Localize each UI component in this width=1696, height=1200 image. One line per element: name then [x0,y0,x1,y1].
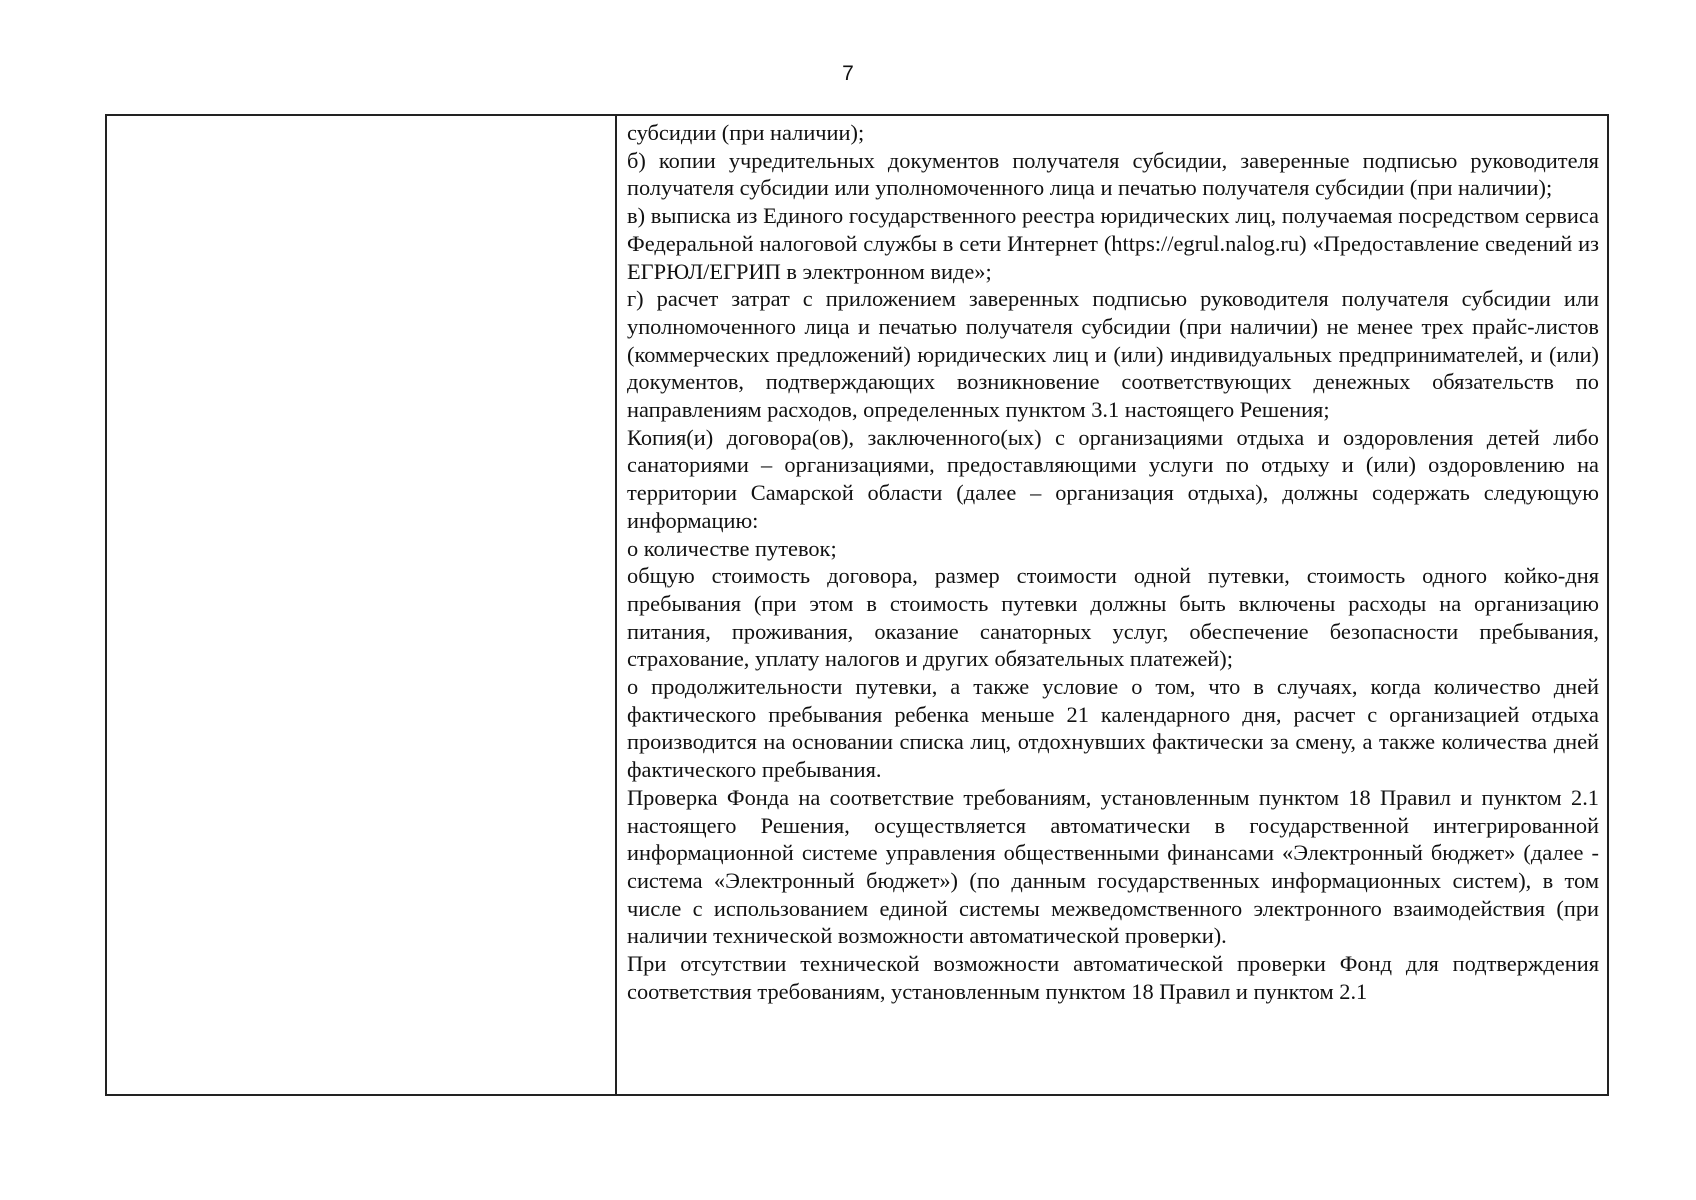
paragraph-contract-cost: общую стоимость договора, размер стоимости одной путевки, стоимость одного койко-дня пребывания (при этом в стоимость путевки должны быть включены расходы на организацию питания, проживания, оказание санаторных услуг, обеспечение безопасности пребывания, страхование, уплату налогов и других обязательных платежей); [627,563,1599,672]
paragraph-voucher-duration: о продолжительности путевки, а также условие о том, что в случаях, когда количество дней фактического пребывания ребенка меньше 21 календарного дня, расчет с организацией отдыха производится на основании списка лиц, отдохнувших фактически за смену, а также количества дней фактического пребывания. [627,674,1599,783]
paragraph-voucher-count: о количестве путевок; [627,535,837,561]
paragraph-item-g: г) расчет затрат с приложением заверенных подписью руководителя получателя субсидии или уполномоченного лица и печатью получателя субсидии (при наличии) не менее трех прайс-листов (коммерческих предложений) юридических лиц и (или) индивидуальных предпринимателей, и (или) документов, подтверждающих возникновение соответствующих денежных обязательств по направлениям расходов, определенных пунктом 3.1 настоящего Решения; [627,286,1599,423]
paragraph-no-auto-check: При отсутствии технической возможности автоматической проверки Фонд для подтверждения соответствия требованиям, установленным пунктом 18 Правил и пунктом 2.1 [627,951,1599,1004]
paragraph-item-v: в) выписка из Единого государственного реестра юридических лиц, получаемая посредством сервиса Федеральной налоговой службы в сети Интернет (https://egrul.nalog.ru) «Предоставление сведений из ЕГРЮЛ/ЕГРИП в электронном виде»; [627,203,1599,284]
page-number: 7 [842,62,854,85]
table-right-cell [617,116,1607,1094]
paragraph-fund-check: Проверка Фонда на соответствие требованиям, установленным пунктом 18 Правил и пунктом 2.1 настоящего Решения, осуществляется автоматически в государственной интегрированной информационной системе управления общественными финансами «Электронный бюджет» (далее - система «Электронный бюджет») (по данным государственных информационных систем), в том числе с использованием единой системы межведомственного электронного взаимодействия (при наличии технической возможности автоматической проверки). [627,784,1599,949]
document-table [105,114,1609,1096]
paragraph-item-b: б) копии учредительных документов получателя субсидии, заверенные подписью руководителя получателя субсидии или уполномоченного лица и печатью получателя субсидии (при наличии); [627,147,1599,201]
table-left-cell [107,116,617,1094]
paragraph-contract-copies: Копия(и) договора(ов), заключенного(ых) с организациями отдыха и оздоровления детей либо санаториями – организациями, предоставляющими услуги по отдыху и (или) оздоровлению на территории Самарской области (далее – организация отдыха), должны содержать следующую информацию: [627,424,1599,533]
paragraph-subsidy-tail: субсидии (при наличии); [627,120,865,145]
